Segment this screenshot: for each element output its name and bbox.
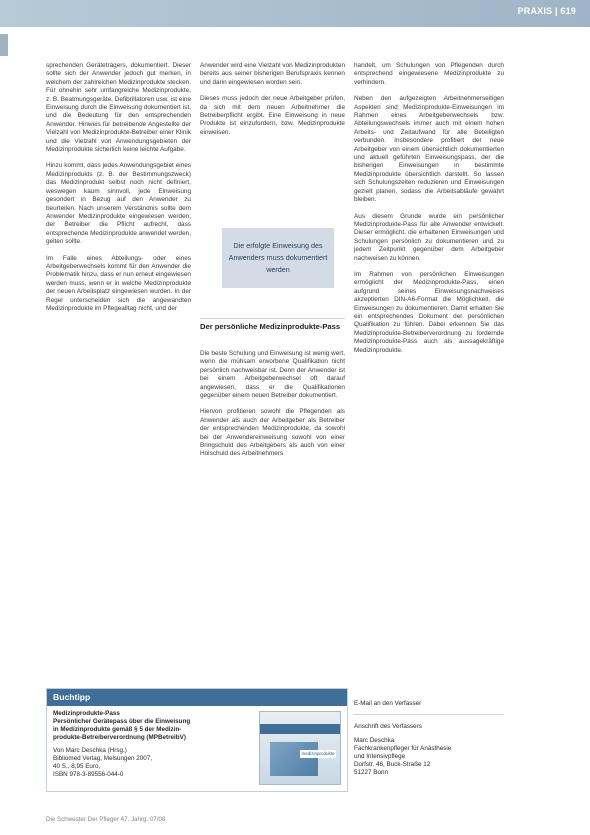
author-city: 51227 Bonn	[354, 769, 388, 776]
side-tab-marker	[0, 34, 8, 56]
paragraph: Hiervon profitieren sowohl die Pflegenden als Anwender als auch der Arbeitgeber als Betreiber der entsprechenden Medizinprodukte, da sowohl bei der Anwendereinweisung sowohl von einer Bringschuld des Arbeitgebers als auch von einer Holschuld des Arbeitnehmers	[200, 408, 345, 458]
book-cover-graphic	[270, 742, 318, 776]
section-divider	[200, 318, 345, 319]
section-heading: Der persönliche Medizinprodukte-Pass	[200, 322, 341, 331]
author-email-link[interactable]: E-Mail an den Verfasser	[354, 700, 504, 715]
paragraph: handelt, um Schulungen von Pflegenden durch entsprechend eingewiesene Medizinprodukte zu verhindern.	[354, 62, 504, 86]
author-info	[354, 700, 504, 777]
author-street: Dorfstr. 46, Buck-Straße 12	[354, 761, 431, 768]
book-publisher: Bibliomed Verlag, Melsungen 2007,	[53, 755, 153, 762]
author-title: Fachkrankenpfleger für Anästhesie	[354, 745, 452, 752]
book-price: 40 S., 8,95 Euro,	[53, 763, 101, 770]
book-tip-box	[46, 688, 348, 792]
paragraph: Anwender wird eine Vielzahl von Medizinprodukten bereits aus seiner bisherigen Berufspraxis kennen und darin eingewiesen worden sein.	[200, 62, 345, 86]
book-title-line: produkte-Betreiberverordnung (MPBetreibV)	[53, 734, 186, 741]
author-heading: Anschrift des Verfassers	[354, 723, 422, 730]
column-2-continued	[200, 350, 345, 467]
paragraph: Aus diesem Grunde wurde ein persönlicher Medizinprodukte-Pass für alle Anwender entwickelt. Dieser ermöglicht, die erhaltenen Einweisungen und Schulungen persönlich zu dokumentieren und zu jedem Zeitpunkt gegenüber dem Arbeitgeber nachweisen zu können.	[354, 212, 504, 262]
book-title-line: Medizinprodukte-Pass	[53, 710, 120, 717]
paragraph: Im Falle eines Abteilungs- oder eines Arbeitgeberwechsels kommt für den Anwender die Problematik hinzu, dass er nun erneut eingewiesen werden muss, wenn er in welche Medizinprodukte der neuen Arbeitsplatz eingewiesen wurden. In der Regel unterscheiden sich die angewandten Medizinprodukte im Pflegealltag nicht, und der	[46, 254, 191, 312]
book-cover-band	[260, 724, 340, 734]
author-address	[354, 737, 504, 777]
book-details	[53, 747, 193, 779]
book-cover-image	[259, 711, 341, 785]
header-bar	[0, 0, 590, 27]
book-cover-label: medizinprodukte	[301, 751, 335, 756]
column-1	[46, 62, 191, 321]
paragraph: Die beste Schulung und Einweisung ist wenig wert, wenn die mühsam erworbene Qualifikation nicht persönlich nachweisbar ist. Denn der Anwender ist bei einem Arbeitgeberwechsel oft darauf angewiesen, dass er die Qualifikationen gegenüber einem neuen Betreiber dokumentiert.	[200, 350, 345, 400]
paragraph: Hinzu kommt, dass jedes Anwendungsgebiet eines Medizinprodukts (z. B. der Bestimmungszweck) das Medizinprodukt selbst noch nicht definiert, weswegen kaum sinnvoll, jede Einweisung gesondert in Bezug auf den Anwender zu beurteilen. Nach unserem Verständnis sollte dem Anwender Medizinprodukte eingewiesen werden, der Betreiber die Pflicht aufrecht, dass entsprechende Medizinprodukte anwendet werden, gelten sollte.	[46, 162, 191, 246]
column-2	[200, 62, 345, 145]
paragraph: Neben den aufgezeigten Arbeitnehmerseitigen Aspekten sind Medizinprodukte-Einweisungen im Rahmen eines Arbeitgeberwechsels bzw. Abteilungswechsels immer auch mit einem hohen Arbeits- und Zeitaufwand für alle Beteiligten verbunden. Insbesondere profitiert der neue Arbeitgeber von einem übersichtlich dokumentierten und aktuell geführten Einweisungspass, der die bisherigen Einweisungen in bestimmte Medizinprodukte übersichtlich darstellt. So lassen sich Schulungszeiten reduzieren und Einweisungen gezielt planen, sodass die Arbeitsabläufe gewahrt bleiben.	[354, 95, 504, 204]
paragraph: sprechenden Geräteträgers, dokumentiert. Dieser sollte sich der Anwender jedoch gut merken, in welchem der zahlreichen Medizinprodukte stecken. Für ohnehin sehr umfangreiche Medizinprodukte, z. B. Beatmungsgeräte, Defibrillatoren usw. ist eine Einweisung durch die Einweisung dokumentiert ist, und die Bedeutung für den entsprechenden Anwender. Hinweis für betreibende Angestellte der Vielzahl von Medizinprodukte-Betreiber einer Klinik und die Vielzahl von Anwendungsgebieten der Medizinprodukte sicherlich keine leichte Aufgabe.	[46, 62, 191, 154]
paragraph: Dieses muss jedoch der neue Arbeitgeber prüfen, da sich mit dem neuen Arbeitnehmer die Betreiberpflicht ergibt. Eine Einweisung in neue Produkte ist einzufordern, bzw. Medizinprodukte einweisen.	[200, 95, 345, 136]
page-footer: Die Schwester Der Pfleger 47. Jahrg. 07/08	[46, 816, 166, 823]
book-isbn: ISBN 978-3-89556-044-0	[53, 771, 124, 778]
book-editor: Von Marc Deschka (Hrsg.)	[53, 747, 127, 754]
page-number: PRAXIS | 619	[517, 6, 576, 16]
author-title-2: und Intensivpflege	[354, 753, 406, 760]
book-tip-heading: Buchtipp	[47, 689, 347, 706]
book-title-line: Persönlicher Gerätepass über die Einweisung	[53, 718, 191, 725]
author-name: Marc Deschka	[354, 737, 395, 744]
paragraph: Im Rahmen von persönlichen Einweisungen ermöglicht der Medizinprodukte-Pass, einen aufgrund seines Einweisungsnachweises akzeptierten DIN-A6-Format die Möglichkeit, die Einweisungen zu dokumentieren. Damit erhalten Sie ein entsprechendes Dokument der persönlichen Qualifikation zu führen. Dabei erkennen Sie das Medizinprodukte-Betreiberverordnung zu fordernde Medizinprodukte-Pass auch als aussagekräftige Medizinprodukte.	[354, 270, 504, 354]
column-3	[354, 62, 504, 363]
book-title-line: in Medizinprodukte gemäß § 5 der Medizin-	[53, 726, 182, 733]
pull-quote: Die erfolgte Einweisung des Anwenders muss dokumentiert werden	[222, 228, 334, 288]
book-title	[53, 710, 253, 742]
